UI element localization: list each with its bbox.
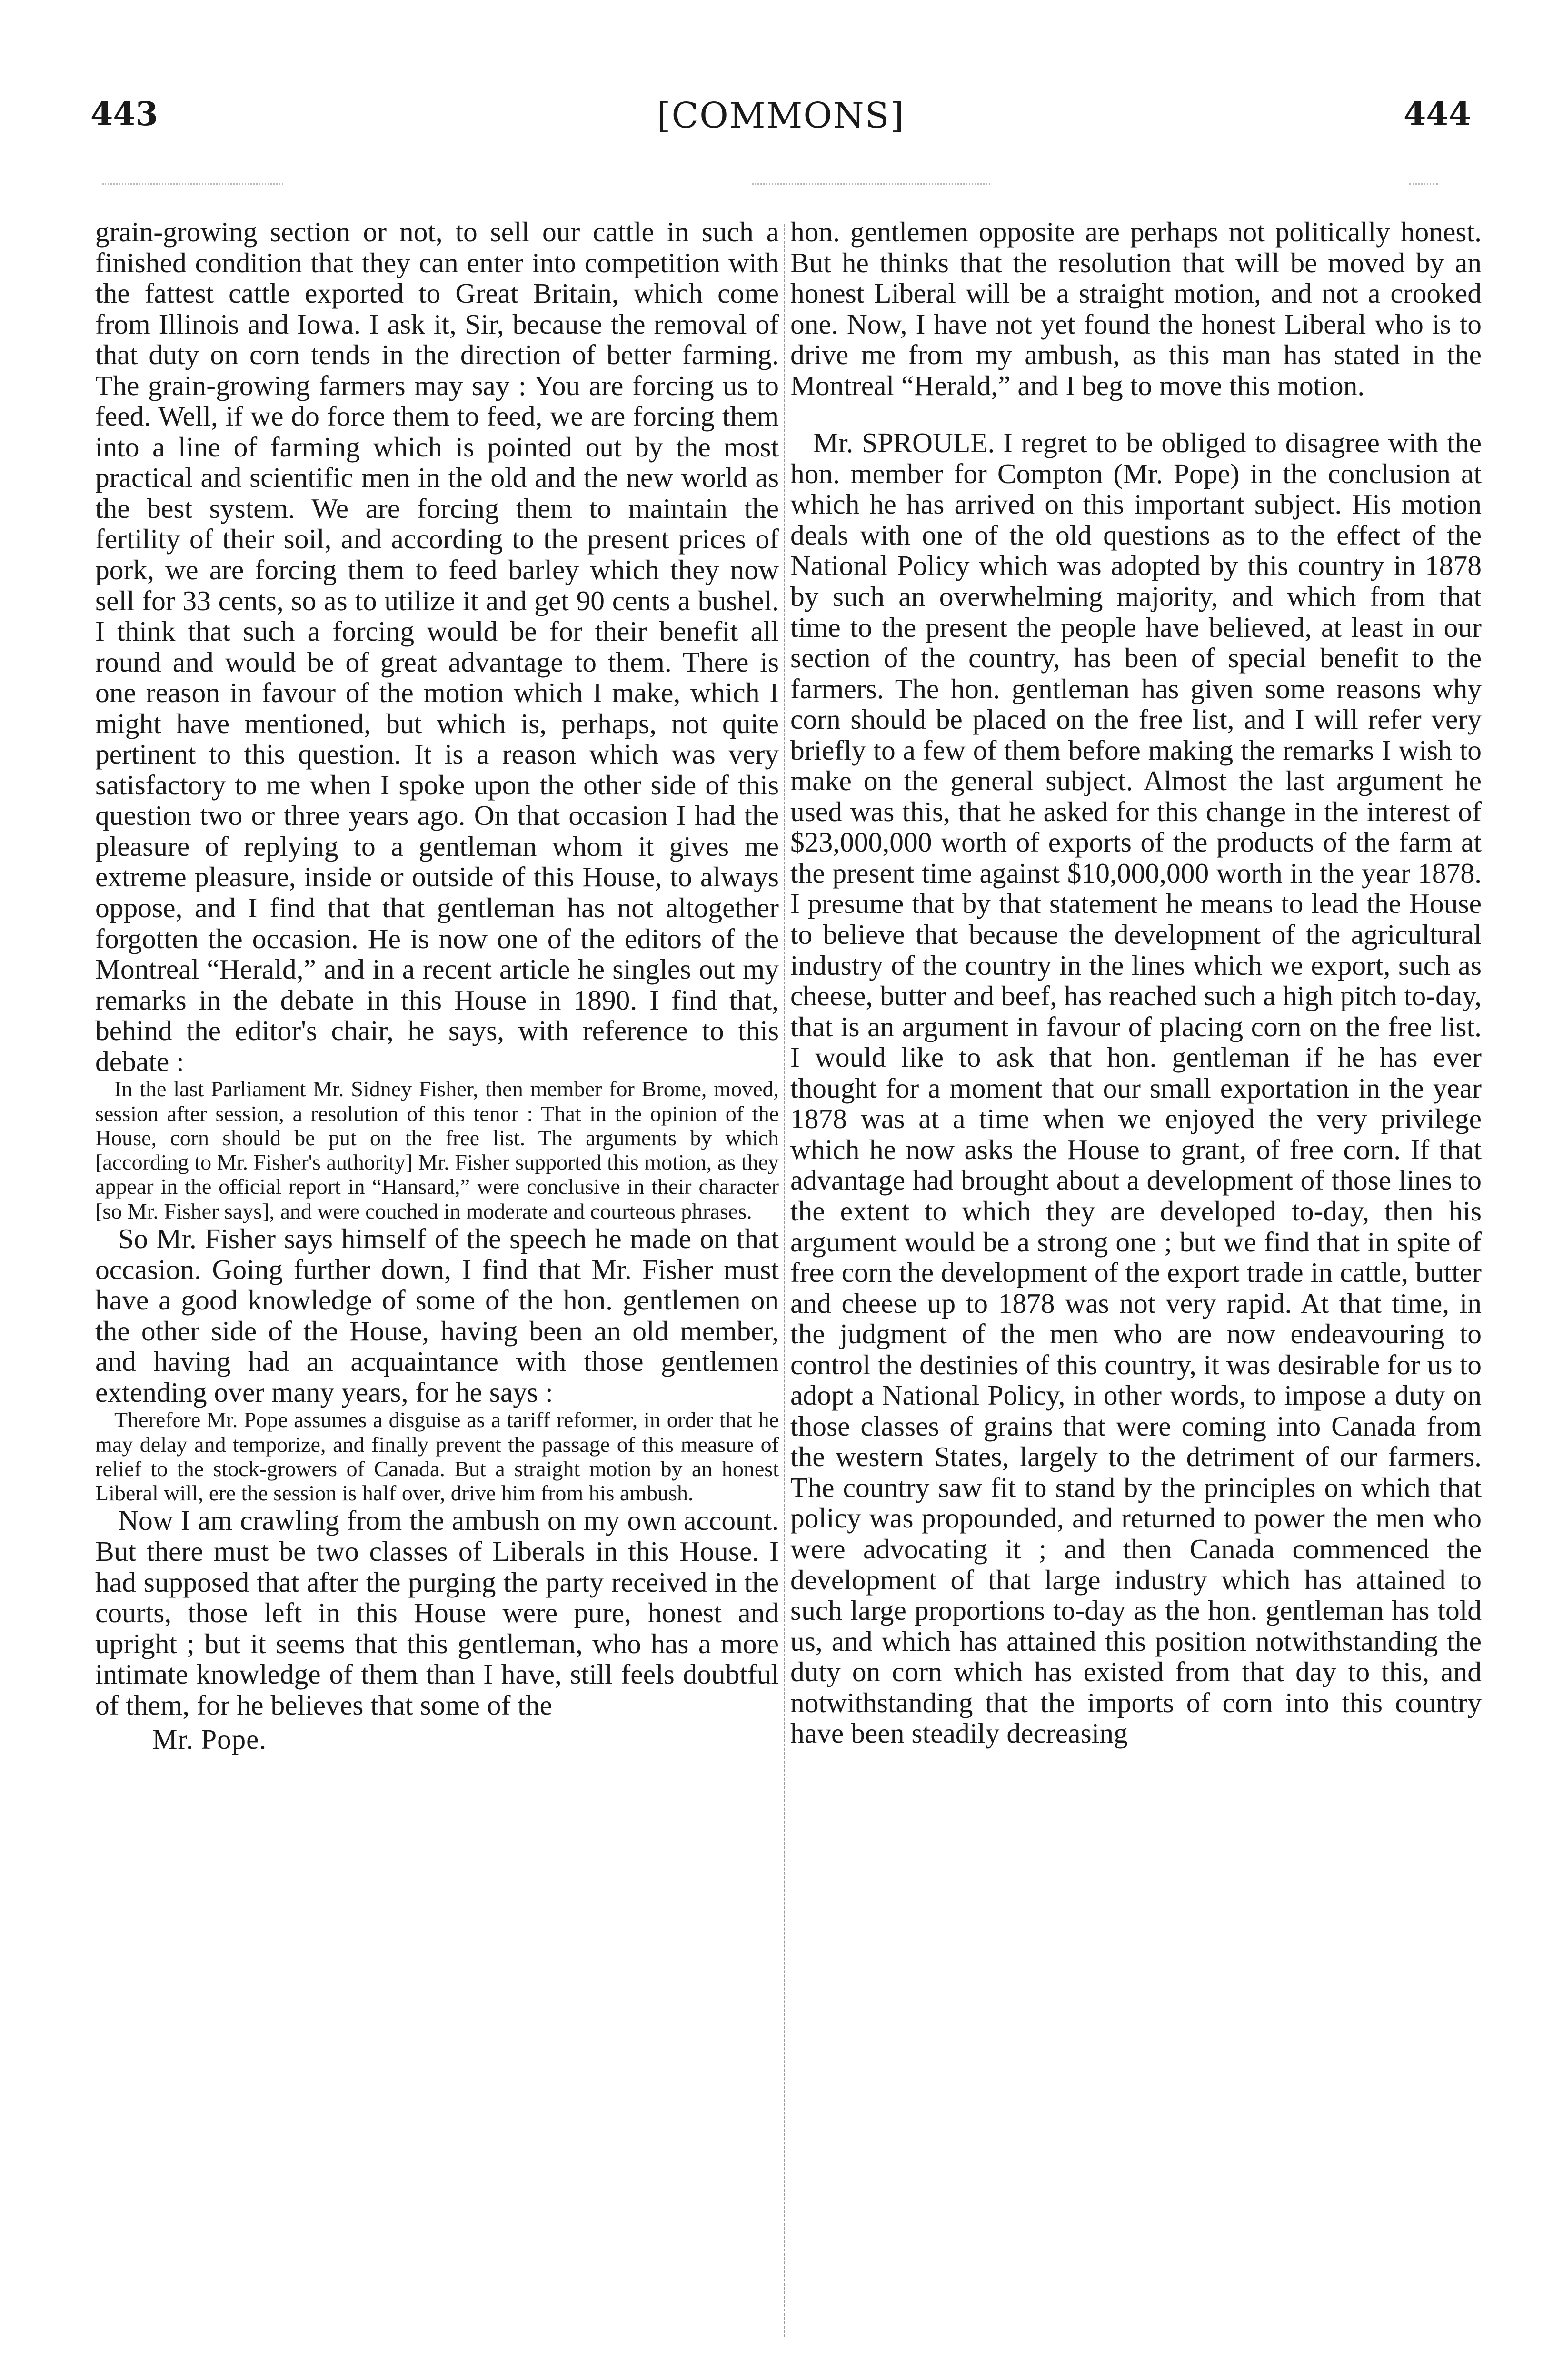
page-number-left: 443	[90, 95, 158, 133]
paragraph-spacer	[790, 401, 1482, 427]
right-paragraph-2: Mr. SPROULE. I regret to be obliged to disagree with the hon. member for Compton (Mr. Pope) in the conclusion at which he has arrived on this important subject. His motion deals with one of the old questions as to the effect of the National Policy which was adopted by this country in 1878 by such an overwhelming majority, and which from that time to the present the people have believed, at least in our section of the country, has been of special benefit to the farmers. The hon. gentleman has given some reasons why corn should be placed on the free list, and I will refer very briefly to a few of them before making the remarks I wish to make on the general subject. Almost the last argument he used was this, that he asked for this change in the interest of $23,000,000 worth of exports of the products of the farm at the present time against $10,000,000 worth in the year 1878. I presume that by that statement he means to lead the House to believe that because the development of the agricultural industry of the country in the lines which we export, such as cheese, butter and beef, has reached such a high pitch to-day, that is an argument in favour of placing corn on the free list. I would like to ask that hon. gentleman if he has ever thought for a moment that our small exportation in the year 1878 was at a time when we enjoyed the very privilege which he now asks the House to grant, of free corn. If that advantage had brought about a development of those lines to the extent to which they are developed to-day, then his argument would be a strong one ; but we find that in spite of free corn the development of the export trade in cattle, butter and cheese up to 1878 was not very rapid. At that time, in the judgment of the men who are now endeavouring to control the destinies of this country, it was desirable for us to adopt a National Policy, in other words, to impose a duty on those classes of grains that were coming into Canada from the western States, largely to the detriment of our farmers. The country saw fit to stand by the principles on which that policy was propounded, and returned to power the men who were advocating it ; and then Canada commenced the development of that large industry which has attained to such large proportions to-day as the hon. gentleman has told us, and which has attained this position notwithstanding the duty on corn which has existed from that day to this, and notwithstanding that the imports of corn into this country have been steadily decreasing	[790, 427, 1482, 1749]
print-specks-left	[102, 183, 283, 188]
left-paragraph-1: grain-growing section or not, to sell our cattle in such a finished condition that they can enter into competition with the fattest cattle exported to Great Britain, which come from Illinois and Iowa. I ask it, Sir, because the removal of that duty on corn tends in the direction of better farming. The grain-growing farmers may say : You are forcing us to feed. Well, if we do force them to feed, we are forcing them into a line of farming which is pointed out by the most practical and scientific men in the old and the new world as the best system. We are forcing them to maintain the fertility of their soil, and according to the present prices of pork, we are forcing them to feed barley which they now sell for 33 cents, so as to utilize it and get 90 cents a bushel. I think that such a forcing would be for their benefit all round and would be of great advantage to them. There is one reason in favour of the motion which I make, which I might have mentioned, but which is, perhaps, not quite pertinent to this question. It is a reason which was very satisfactory to me when I spoke upon the other side of this question two or three years ago. On that occasion I had the pleasure of replying to a gentleman whom it gives me extreme pleasure, inside or outside of this House, to always oppose, and I find that that gentleman has not altogether forgotten the occasion. He is now one of the editors of the Montreal “Herald,” and in a recent article he singles out my remarks in the debate in this House in 1890. I find that, behind the editor's chair, he says, with reference to this debate :	[95, 216, 779, 1077]
page-number-right: 444	[1404, 95, 1471, 133]
right-column	[790, 217, 1482, 1749]
right-paragraph-1: hon. gentlemen opposite are perhaps not politically honest. But he thinks that the resolution that will be moved by an honest Liberal will be a straight motion, and not a crooked one. Now, I have not yet found the honest Liberal who is to drive me from my ambush, as this man has stated in the Montreal “Herald,” and I beg to move this motion.	[790, 216, 1482, 401]
quote-herald: Therefore Mr. Pope assumes a disguise as a tariff reformer, in order that he may delay and temporize, and finally prevent the passage of this measure of relief to the stock-growers of Canada. But a straight motion by an honest Liberal will, ere the session is half over, drive him from his ambush.	[95, 1408, 779, 1506]
speaker-signature: Mr. Pope.	[152, 1724, 267, 1755]
column-divider	[784, 224, 785, 2337]
print-specks-middle	[752, 183, 990, 188]
page-header	[90, 95, 1471, 148]
left-paragraph-2: So Mr. Fisher says himself of the speech he made on that occasion. Going further down, I find that Mr. Fisher must have a good knowledge of some of the hon. gentlemen on the other side of the House, having been an old member, and having had an acquaintance with those gentlemen extending over many years, for he says :	[95, 1223, 779, 1408]
section-title: [COMMONS]	[657, 95, 905, 136]
print-specks-right	[1409, 183, 1438, 188]
left-paragraph-3: Now I am crawling from the ambush on my own account. But there must be two classes of Liberals in this House. I had supposed that after the purging the party received in the courts, those left in this House were pure, honest and upright ; but it seems that this gentleman, who has a more intimate knowledge of them than I have, still feels doubtful of them, for he believes that some of the	[95, 1505, 779, 1721]
quote-hansard: In the last Parliament Mr. Sidney Fisher, then member for Brome, moved, session after session, a resolution of this tenor : That in the opinion of the House, corn should be put on the free list. The arguments by which [according to Mr. Fisher's authority] Mr. Fisher supported this motion, as they appear in the official report in “Hansard,” were conclusive in their character [so Mr. Fisher says], and were couched in moderate and courteous phrases.	[95, 1077, 779, 1223]
left-column	[95, 217, 779, 1755]
